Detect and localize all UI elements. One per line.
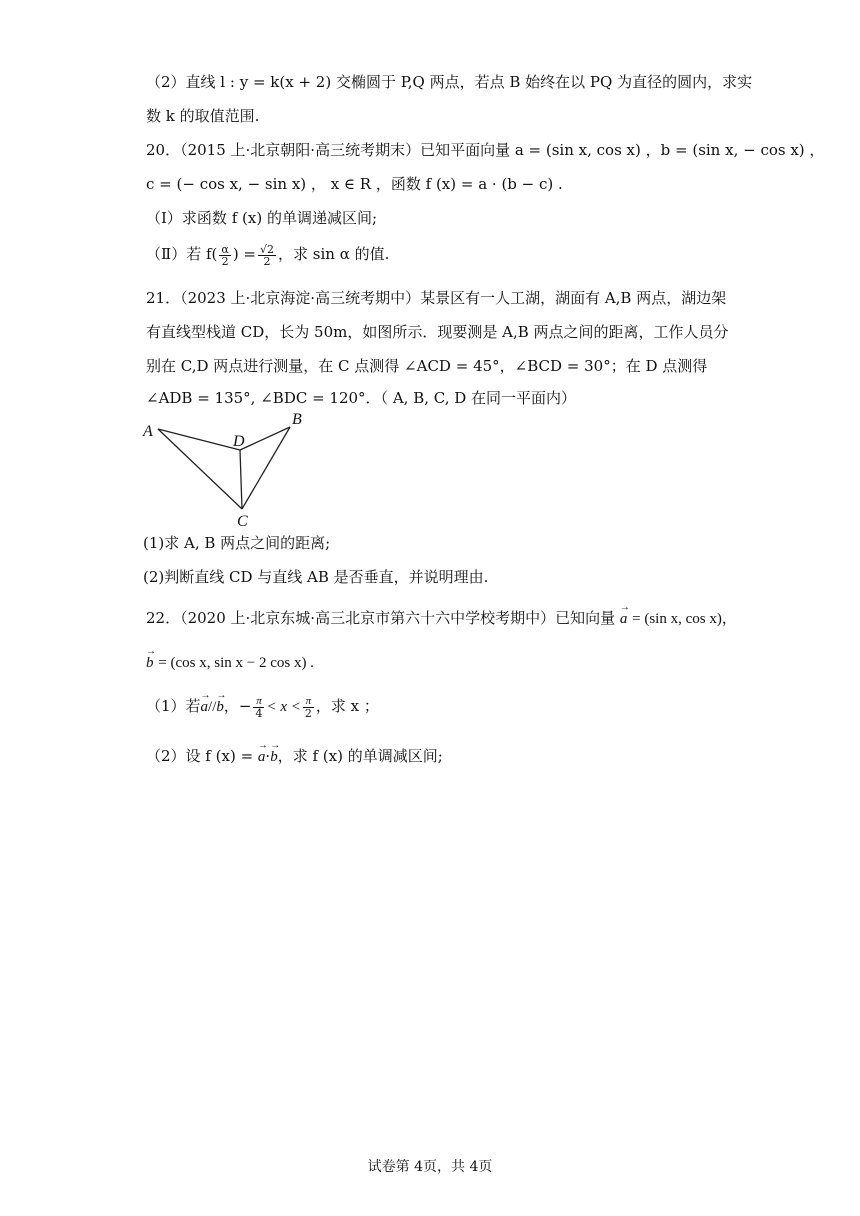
- q20-stem-line2: c = (− cos x, − sin x) ， x ∈ R ，函数 f (x) = a · (b − c) .: [146, 175, 563, 193]
- q22-pi-over-4: [253, 696, 264, 719]
- q20-root2-over-2: [258, 244, 276, 267]
- frac-denominator: 2: [263, 254, 271, 268]
- vector-b: → b: [216, 696, 224, 718]
- q22-part2-prefix: （2）设 f (x) =: [146, 747, 254, 765]
- parallel-symbol: //: [208, 699, 217, 715]
- q22-part1-suffix: ，求 x ；: [315, 697, 379, 715]
- q20-part1: （Ⅰ）求函数 f (x) 的单调递减区间;: [146, 209, 377, 227]
- q22-part2-suffix: ，求 f (x) 的单调减区间;: [277, 747, 443, 765]
- q22-part1-mid1: ，−: [223, 697, 252, 715]
- frac-denominator: 2: [304, 706, 312, 720]
- vector-a: → a: [258, 746, 266, 768]
- q19-part2-line1: （2）直线 l : y = k(x + 2) 交椭圆于 P,Q 两点，若点 B 始终在以 PQ 为直径的圆内，求实: [146, 73, 753, 91]
- segment-AC: [158, 429, 242, 509]
- vector-a: → a: [201, 696, 209, 718]
- vector-a: → a: [620, 608, 628, 630]
- q21-stem-line4: ∠ADB = 135°, ∠BDC = 120°．（ A, B, C, D 在同一平面内）: [146, 389, 577, 407]
- q20-part2: [146, 243, 389, 267]
- segment-BC: [242, 427, 290, 509]
- q22-line2-suffix: = (cos x, sin x − 2 cos x) .: [158, 655, 314, 671]
- q22-pi-over-2: [303, 696, 314, 719]
- q22-part1: [146, 695, 379, 719]
- q22-part1-mid2: < x <: [266, 699, 301, 715]
- frac-numerator: α: [221, 242, 229, 256]
- segment-DB: [240, 427, 290, 450]
- label-C: C: [237, 513, 248, 530]
- frac-numerator: √2: [260, 242, 275, 256]
- q19-part2-line2: 数 k 的取值范围.: [146, 107, 260, 125]
- dot-symbol: ·: [265, 747, 271, 765]
- vector-b: → b: [270, 746, 278, 768]
- q20-stem-line1: 20．（2015 上·北京朝阳·高三统考期末）已知平面向量 a = (sin x, cos x) ，b = (sin x, − cos x) ，: [146, 141, 825, 159]
- segment-AD: [158, 429, 240, 450]
- frac-denominator: 4: [255, 706, 263, 720]
- vector-b: → b: [146, 652, 154, 674]
- frac-numerator: π: [253, 696, 264, 708]
- q22-line1-prefix: 22．（2020 上·北京东城·高三北京市第六十六中学校考期中）已知向量: [146, 609, 616, 627]
- label-D: D: [233, 433, 245, 450]
- q22-part2: [146, 745, 443, 768]
- segment-DC: [240, 450, 242, 509]
- label-B: B: [292, 411, 302, 428]
- q21-figure-quadrilateral: [140, 405, 320, 530]
- label-A: A: [143, 423, 153, 440]
- q20-alpha-over-2: [219, 244, 230, 267]
- q22-line1-suffix: = (sin x, cos x)，: [632, 611, 737, 627]
- frac-denominator: 2: [221, 254, 229, 268]
- q21-stem-line2: 有直线型栈道 CD，长为 50m，如图所示．现要测是 A,B 两点之间的距离，工作人员分: [146, 323, 729, 341]
- q20-part2-prefix: （Ⅱ）若 f(: [146, 245, 218, 263]
- q21-stem-line3: 别在 C,D 两点进行测量，在 C 点测得 ∠ACD = 45°，∠BCD = 30°；在 D 点测得: [146, 357, 708, 375]
- q21-part2: (2)判断直线 CD 与直线 AB 是否垂直，并说明理由.: [143, 568, 489, 586]
- q22-stem-line2: [146, 651, 314, 674]
- q22-stem-line1: [146, 607, 737, 630]
- frac-numerator: π: [303, 696, 314, 708]
- q21-stem-line1: 21．（2023 上·北京海淀·高三统考期中）某景区有一人工湖，湖面有 A,B 两点，湖边架: [146, 289, 727, 307]
- q22-part1-prefix: （1）若: [146, 697, 201, 715]
- page-footer: 试卷第 4页，共 4页: [367, 1159, 493, 1175]
- q20-part2-mid: ) =: [232, 245, 257, 263]
- q21-part1: (1)求 A, B 两点之间的距离;: [143, 534, 331, 552]
- q20-part2-suffix: ，求 sin α 的值.: [278, 245, 390, 263]
